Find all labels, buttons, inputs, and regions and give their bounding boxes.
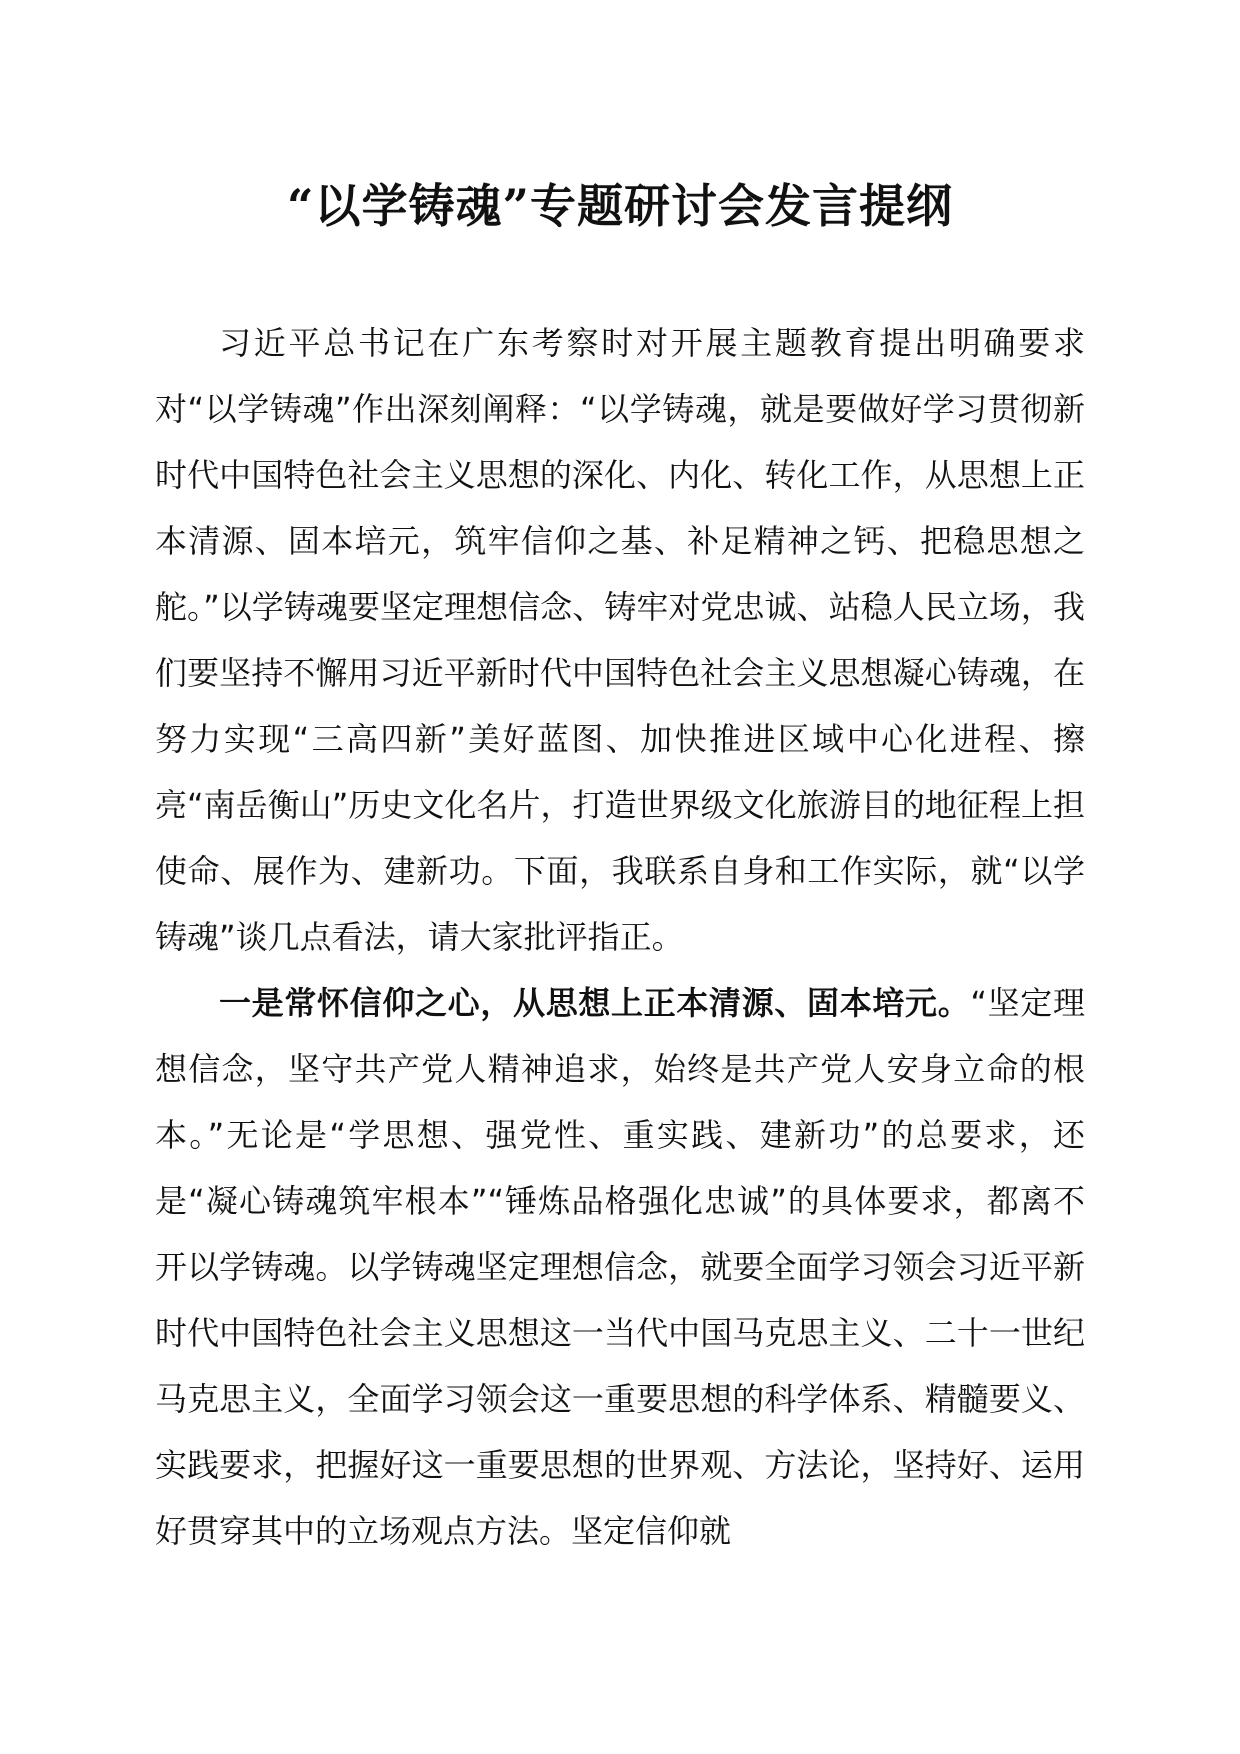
paragraph-intro (155, 310, 1085, 970)
paragraph-point-one (155, 970, 1085, 1564)
paragraph-text: 习近平总书记在广东考察时对开展主题教育提出明确要求对“以学铸魂”作出深刻阐释：“以学铸魂，就是要做好学习贯彻新时代中国特色社会主义思想的深化、内化、转化工作，从思想上正本清源、固本培元，筑牢信仰之基、补足精神之钙、把稳思想之舵。”以学铸魂要坚定理想信念、铸牢对党忠诚、站稳人民立场，我们要坚持不懈用习近平新时代中国特色社会主义思想凝心铸魂，在努力实现“三高四新”美好蓝图、加快推进区域中心化进程、擦亮“南岳衡山”历史文化名片，打造世界级文化旅游目的地征程上担使命、展作为、建新功。下面，我联系自身和工作实际，就“以学铸魂”谈几点看法，请大家批评指正。 (155, 324, 1085, 956)
document-title: “以学铸魂”专题研讨会发言提纲 (287, 179, 953, 233)
document-body (155, 310, 1085, 1564)
paragraph-lead: 一是常怀信仰之心，从思想上正本清源、固本培元。 (219, 984, 971, 1022)
paragraph-text: “坚定理想信念，坚守共产党人精神追求，始终是共产党人安身立命的根本。”无论是“学思想、强党性、重实践、建新功”的总要求，还是“凝心铸魂筑牢根本”“锤炼品格强化忠诚”的具体要求，都离不开以学铸魂。以学铸魂坚定理想信念，就要全面学习领会习近平新时代中国特色社会主义思想这一当代中国马克思主义、二十一世纪马克思主义，全面学习领会这一重要思想的科学体系、精髓要义、实践要求，把握好这一重要思想的世界观、方法论，坚持好、运用好贯穿其中的立场观点方法。坚定信仰就 (155, 984, 1085, 1550)
